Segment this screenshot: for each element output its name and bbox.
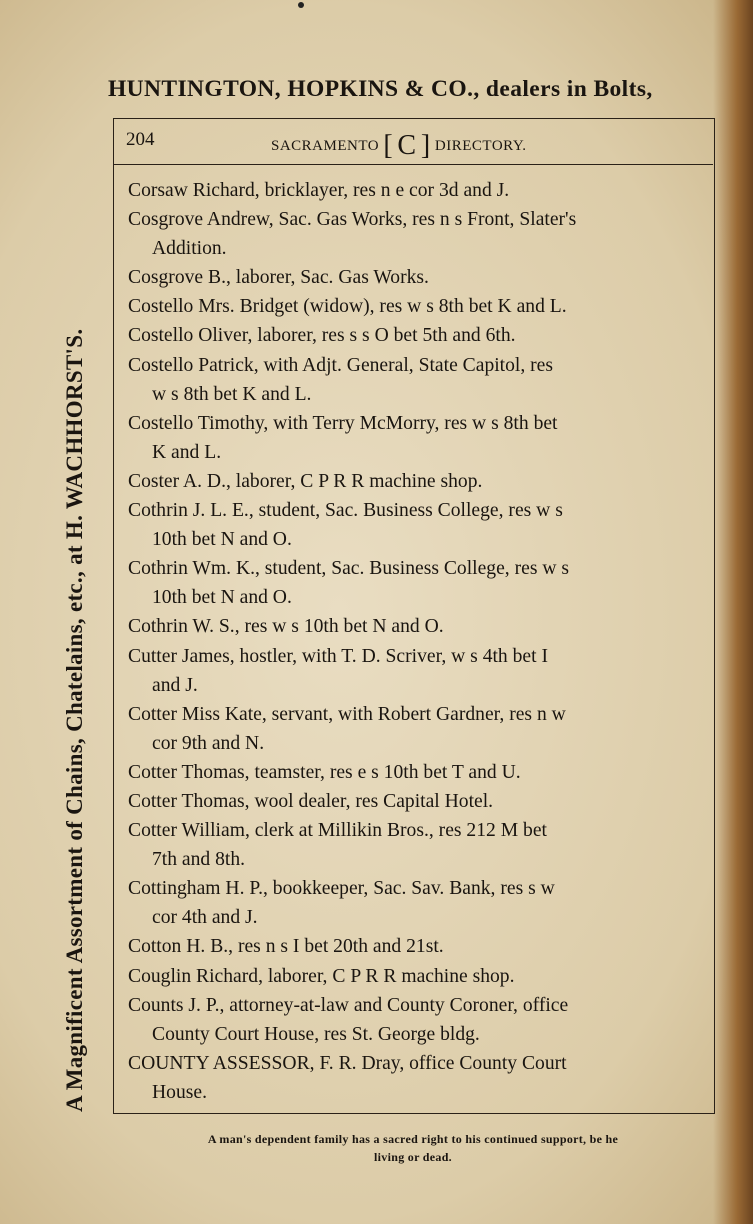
directory-entry (128, 205, 708, 263)
header-rule (113, 164, 713, 165)
entry-text: Costello Patrick, with Adjt. General, State Capitol, res (128, 354, 554, 376)
entry-continuation: cor 9th and N. (152, 732, 265, 754)
entry-continuation: w s 8th bet K and L. (152, 383, 312, 405)
entry-text: Corsaw Richard, bricklayer, res n e cor 3d and J. (128, 180, 510, 201)
running-head-title: DIRECTORY. (434, 138, 527, 154)
footer-line-1: A man's dependent family has a sacred right to his continued support, be he (207, 1132, 619, 1146)
directory-entry (128, 351, 708, 409)
entry-continuation: House. (152, 1081, 207, 1103)
running-head-bracket-open: [ (383, 130, 394, 161)
entry-continuation: and J. (152, 674, 198, 696)
entry-continuation: 7th and 8th. (152, 849, 246, 871)
entry-text: Costello Oliver, laborer, res s s O bet 5th and 6th. (128, 325, 516, 347)
directory-entry (128, 176, 708, 205)
entry-text: Costello Mrs. Bridget (widow), res w s 8th bet K and L. (128, 296, 567, 318)
entry-continuation: 10th bet N and O. (152, 529, 292, 551)
entry-text: Cutter James, hostler, with T. D. Scriver, w s 4th bet I (128, 645, 548, 667)
directory-entry (128, 321, 708, 350)
top-advertisement: HUNTINGTON, HOPKINS & CO., dealers in Bolts, (108, 76, 653, 102)
directory-entry (128, 991, 708, 1049)
directory-entry (128, 292, 708, 321)
entry-text: Cottingham H. P., bookkeeper, Sac. Sav. Bank, res s w (128, 878, 555, 900)
footer-advertisement (113, 1130, 713, 1166)
directory-entry (128, 642, 708, 700)
side-advertisement: A Magnificent Assortment of Chains, Chatelains, etc., at H. WACHHORST'S. (62, 328, 87, 1112)
entry-text: Cothrin J. L. E., student, Sac. Business College, res w s (128, 500, 563, 522)
directory-entry (128, 932, 708, 961)
directory-entry (128, 612, 708, 641)
page-edge-shadow (713, 0, 753, 1224)
entry-text: Cosgrove B., laborer, Sac. Gas Works. (128, 267, 429, 289)
entry-continuation: 10th bet N and O. (152, 587, 292, 609)
entry-text: Cotton H. B., res n s I bet 20th and 21st. (128, 936, 444, 958)
entry-text: Cosgrove Andrew, Sac. Gas Works, res n s Front, Slater's (128, 209, 577, 231)
entry-continuation: County Court House, res St. George bldg. (152, 1023, 480, 1045)
directory-entry (128, 700, 708, 758)
directory-entry (128, 962, 708, 991)
entry-text: Coster A. D., laborer, C P R R machine shop. (128, 470, 483, 492)
running-head (271, 130, 526, 162)
page-number: 204 (126, 129, 155, 150)
directory-entry (128, 1049, 708, 1107)
directory-entry (128, 467, 708, 496)
directory-entry (128, 816, 708, 874)
directory-entries (128, 176, 708, 1107)
entry-text: Cotter William, clerk at Millikin Bros., res 212 M bet (128, 820, 547, 842)
entry-text: Couglin Richard, laborer, C P R R machine shop. (128, 965, 515, 987)
directory-entry (128, 758, 708, 787)
directory-entry (128, 874, 708, 932)
entry-text: Costello Timothy, with Terry McMorry, res w s 8th bet (128, 412, 558, 434)
directory-entry (128, 263, 708, 292)
directory-entry (128, 496, 708, 554)
entry-text: Cotter Miss Kate, servant, with Robert Gardner, res n w (128, 703, 566, 725)
entry-continuation: K and L. (152, 441, 222, 463)
entry-text: COUNTY ASSESSOR, F. R. Dray, office County Court (128, 1052, 567, 1074)
entry-text: Cotter Thomas, teamster, res e s 10th bet T and U. (128, 761, 521, 783)
running-head-letter: C (397, 130, 417, 161)
directory-entry (128, 409, 708, 467)
running-head-city: SACRAMENTO (271, 138, 380, 154)
footer-line-2: living or dead. (374, 1150, 452, 1164)
directory-entry (128, 554, 708, 612)
entry-text: Cotter Thomas, wool dealer, res Capital Hotel. (128, 790, 494, 812)
entry-continuation: cor 4th and J. (152, 907, 258, 929)
running-head-bracket-close: ] (420, 130, 431, 161)
ink-dot (298, 2, 304, 8)
entry-text: Cothrin Wm. K., student, Sac. Business College, res w s (128, 558, 570, 580)
entry-text: Cothrin W. S., res w s 10th bet N and O. (128, 616, 444, 638)
directory-entry (128, 787, 708, 816)
entry-continuation: Addition. (152, 238, 227, 260)
entry-text: Counts J. P., attorney-at-law and County Coroner, office (128, 994, 569, 1016)
